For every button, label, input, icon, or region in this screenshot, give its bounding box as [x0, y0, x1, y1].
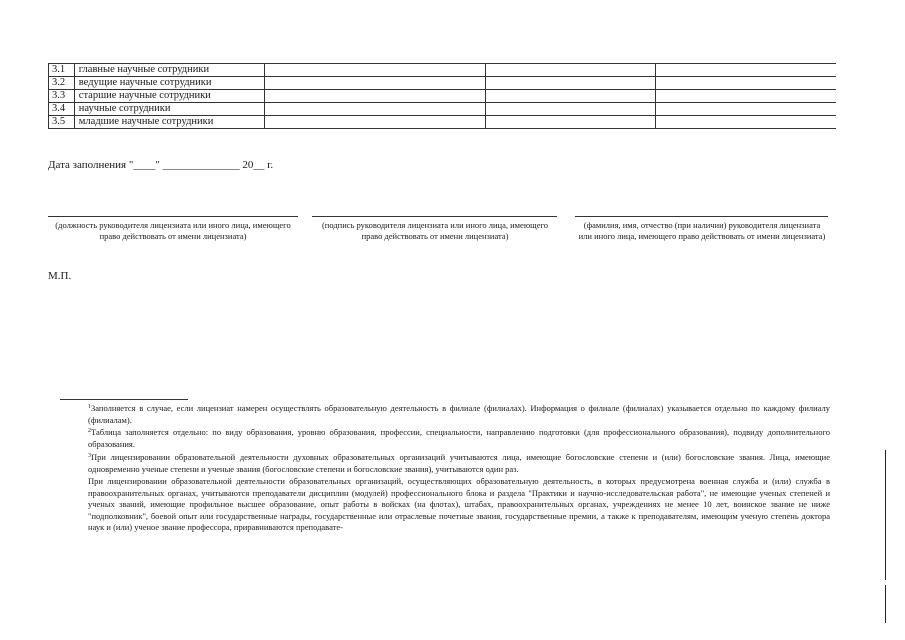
- table-cell: [264, 116, 485, 129]
- table-cell: [264, 77, 485, 90]
- footnote-text: Таблица заполняется отдельно: по виду образования, уровню образования, профессии, специальности, направлению подготовки (для профессионального образования), подвиду дополнительного образования.: [88, 427, 830, 449]
- footnote-mark: 2: [88, 428, 91, 434]
- table-cell: [264, 64, 485, 77]
- footnote-text: Заполняется в случае, если лицензиат намерен осуществлять образовательную деятельность в филиале (филиалах). Информация о филиале (филиалах) указывается отдельно по каждому филиалу (филиалам).: [88, 403, 830, 425]
- table-cell: [655, 77, 836, 90]
- footnote-3-continued: [60, 476, 830, 534]
- staff-table: [48, 63, 836, 129]
- row-number: 3.4: [49, 103, 75, 116]
- row-number: 3.2: [49, 77, 75, 90]
- table-row: [49, 77, 837, 90]
- signature-caption-sign: (подпись руководителя лицензиата или иного лица, имеющего право действовать от имени лицензиата): [321, 220, 549, 241]
- footnote-mark: 3: [88, 453, 91, 459]
- row-number: 3.3: [49, 90, 75, 103]
- table-cell: [655, 90, 836, 103]
- table-cell: [264, 103, 485, 116]
- row-label: старшие научные сотрудники: [74, 90, 264, 103]
- footnote-3: [60, 451, 830, 475]
- fill-date: Дата заполнения "____" ______________ 20__ г.: [48, 159, 274, 171]
- signature-line-name: [575, 216, 828, 217]
- table-row: [49, 116, 837, 129]
- table-row: [49, 64, 837, 77]
- table-cell: [486, 103, 656, 116]
- signature-line-position: [48, 216, 298, 217]
- footnote-1: [60, 402, 830, 426]
- footnote-2: [60, 426, 830, 450]
- signature-line-sign: [312, 216, 557, 217]
- row-label: младшие научные сотрудники: [74, 116, 264, 129]
- table-cell: [486, 64, 656, 77]
- row-number: 3.1: [49, 64, 75, 77]
- table-cell: [486, 90, 656, 103]
- table-cell: [264, 90, 485, 103]
- footnote-text: При лицензировании образовательной деятельности образовательных организаций, осуществляющих образовательную деятельность, в которых предусмотрена военная служба и (или) служба в правоохранительных органах, учитываются преподаватели дисциплин (модулей) профессионального блока и раздела "Практики и научно-исследовательская работа", не имеющие ученых степеней и ученых званий, имеющие профильное высшее образование, опыт работы в войсках (на флотах), штабах, правоохранительных органах, учреждениях не менее 10 лет, воинское звание не ниже "подполковник", боевой опыт или государственные награды, государственные или отраслевые почетные звания, государственные премии, а также к преподавателям, имеющим ученую степень доктора наук и (или) ученое звание профессора, приравниваются преподавате-: [88, 476, 830, 532]
- row-label: ведущие научные сотрудники: [74, 77, 264, 90]
- table-cell: [655, 103, 836, 116]
- table-row: [49, 90, 837, 103]
- scan-edge-line: [885, 450, 886, 580]
- table-row: [49, 103, 837, 116]
- table-cell: [486, 116, 656, 129]
- signature-caption-position: (должность руководителя лицензиата или иного лица, имеющего право действовать от имени лицензиата): [55, 220, 291, 241]
- scan-edge-line: [885, 585, 886, 623]
- footnote-mark: 1: [88, 404, 91, 410]
- footnote-text: При лицензировании образовательной деятельности духовных образовательных организаций учитываются лица, имеющие богословские степени и (или) богословские звания. Лица, имеющие одновременно ученые степени и ученые звания (богословские степени и богословские звания), учитываются один раз.: [88, 452, 830, 474]
- table-cell: [486, 77, 656, 90]
- footnote-separator: [60, 399, 188, 400]
- table-cell: [655, 64, 836, 77]
- stamp-place: М.П.: [48, 270, 72, 282]
- row-label: главные научные сотрудники: [74, 64, 264, 77]
- table-cell: [655, 116, 836, 129]
- signature-caption-name: (фамилия, имя, отчество (при наличии) руководителя лицензиата или иного лица, имеющего право действовать от имени лицензиата): [578, 220, 826, 241]
- row-label: научные сотрудники: [74, 103, 264, 116]
- row-number: 3.5: [49, 116, 75, 129]
